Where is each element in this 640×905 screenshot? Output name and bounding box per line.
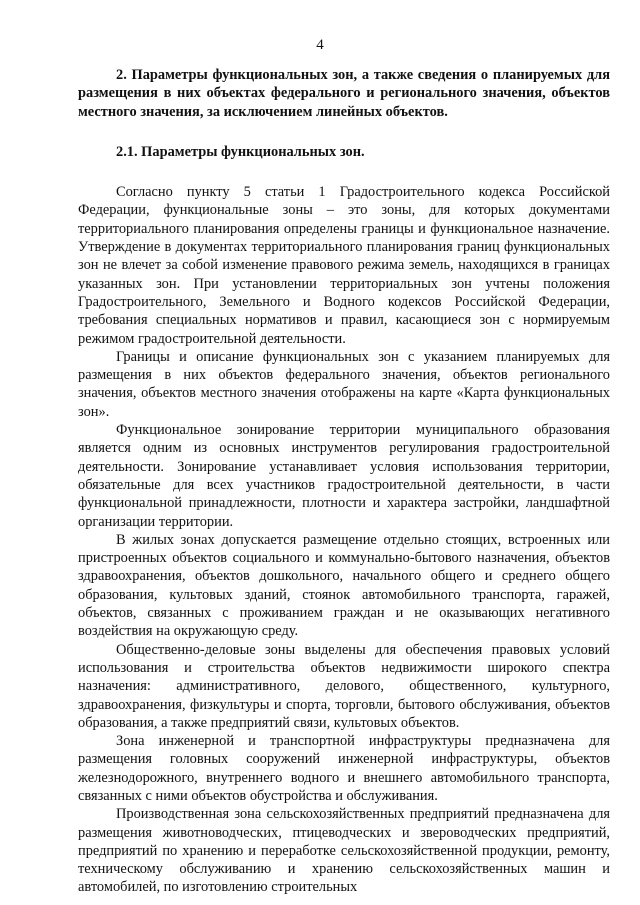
paragraph-public-business-zones: Общественно-деловые зоны выделены для обеспечения правовых условий использования и строительства объектов недвижимости широкого спектра назначения: административного, делового, общественного, культурного, здравоохранения, физкультуры и спорта, торговли, бытового обслуживания, объектов образования, а также предприятий связи, культовых объектов. — [78, 641, 610, 731]
subsection-heading: 2.1. Параметры функциональных зон. — [116, 143, 365, 160]
paragraph-infrastructure-zone: Зона инженерной и транспортной инфраструктуры предназначена для размещения головных сооружений инженерной инфраструктуры, объектов железнодорожного, внутреннего водного и внешнего автомобильного транспорта, связанных с ними объектов обустройства и обслуживания. — [78, 733, 610, 804]
section-heading: 2. Параметры функциональных зон, а также сведения о планируемых для размещения в них объектах федерального и регионального значения, объектов местного значения, за исключением линейных объектов. — [78, 67, 610, 120]
paragraph-functional-zoning: Функциональное зонирование территории муниципального образования является одним из основных инструментов регулирования градостроительной деятельности. Зонирование устанавливает условия использования территории, обязательные для всех участников градостроительной деятельности, в части функциональной принадлежности, плотности и характера застройки, ландшафтной организации территории. — [78, 422, 610, 530]
paragraph-residential-zones: В жилых зонах допускается размещение отдельно стоящих, встроенных или пристроенных объектов социального и коммунально-бытового назначения, объектов здравоохранения, объектов дошкольного, начального общего и среднего общего образования, культовых зданий, стоянок автомобильного транспорта, гаражей, объектов, связанных с проживанием граждан и не оказывающих негативного воздействия на окружающую среду. — [78, 531, 610, 640]
page-number: 4 — [316, 37, 324, 53]
paragraph-agricultural-production-zone: Производственная зона сельскохозяйственных предприятий предназначена для размещения животноводческих, птицеводческих и звероводческих предприятий, предприятий по хранению и переработке сельскохозяйственной продукции, ремонту, техническому обслуживанию и хранению сельскохозяйственных машин и автомобилей, по изготовлению строительных — [78, 806, 610, 896]
paragraph-functional-zones-definition: Согласно пункту 5 статьи 1 Градостроительного кодекса Российской Федерации, функциональные зоны – это зоны, для которых документами территориального планирования определены границы и функциональное назначение. Утверждение в документах территориального планирования границ функциональных зон не влечет за собой изменение правового режима земель, находящихся в границах указанных зон. При установлении территориальных зон учтены положения Градостроительного, Земельного и Водного кодексов Российской Федерации, требования специальных нормативов и правил, касающиеся зон с нормируемым режимом градостроительной деятельности. — [78, 184, 610, 347]
document-body — [78, 66, 610, 897]
paragraph-zone-boundaries-map: Границы и описание функциональных зон с указанием планируемых для размещения в них объектов федерального значения, объектов регионального значения, объектов местного значения отображены на карте «Карта функциональных зон». — [78, 348, 610, 420]
